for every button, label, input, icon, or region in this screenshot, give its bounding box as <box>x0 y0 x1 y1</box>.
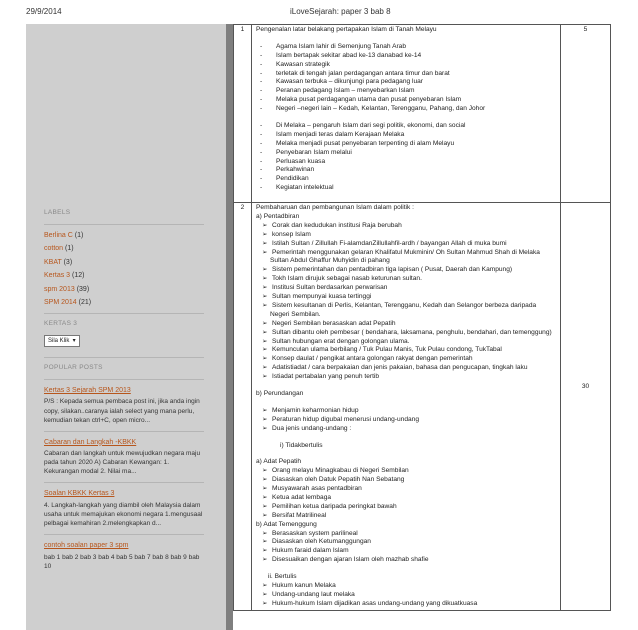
list-item: - Negeri –negeri lain – Kedah, Kelantan, Terengganu, Pahang, dan Johor <box>256 105 556 114</box>
subheading: b) Adat Temenggung <box>256 520 317 528</box>
list-item: ➢ Berasaskan system parilineal <box>264 530 556 539</box>
row-body <box>252 203 561 611</box>
list-item: ➢ Corak dan kedudukan institusi Raja berubah <box>264 222 556 231</box>
subheading: i) Tidakbertulis <box>280 441 323 449</box>
divider <box>44 431 204 432</box>
answer-table <box>233 24 611 611</box>
post-snippet: P/S : Kepada semua pembaca post ini, jika anda ingin copy, silakan..caranya ialah select yang mana perlu, kemudian tekan ctrl+C, open micro... <box>44 398 200 424</box>
divider <box>44 224 204 225</box>
list-item: ➢ Undang-undang laut melaka <box>264 591 556 600</box>
list-item: - Perluasan kuasa <box>256 158 556 167</box>
list-item: ➢ Peraturan hidup digubal menerusi undang-undang <box>264 416 556 425</box>
divider <box>44 534 204 535</box>
list-item: ➢ Hukum-hukum Islam dijadikan asas undang-undang yang dikuatkuasa <box>264 600 556 609</box>
list-item: ➢ Hukum faraid dalam Islam <box>264 547 556 556</box>
label-count: (21) <box>78 298 92 306</box>
post-content <box>233 24 611 630</box>
label-item <box>44 244 204 253</box>
list-item: ➢ Konsep daulat / pengikat antara golongan rakyat dengan pemerintah <box>264 355 556 364</box>
list-item: - Kawasan strategik <box>256 61 556 70</box>
row-number: 1 <box>234 25 252 203</box>
label-count: (1) <box>74 231 84 239</box>
divider <box>44 379 204 380</box>
label-link[interactable]: Kertas 3 <box>44 272 71 280</box>
divider <box>44 313 204 314</box>
list-item: ➢ Ketua adat lembaga <box>264 494 556 503</box>
labels-list <box>44 231 204 308</box>
list-item: - Melaka pusat perdagangan utama dan pusat penyebaran Islam <box>256 96 556 105</box>
label-item <box>44 285 204 294</box>
dropdown-arrow-icon: ▾ <box>71 338 76 345</box>
popular-post <box>44 386 204 425</box>
page-frame <box>26 24 611 630</box>
label-item <box>44 231 204 240</box>
list-item: ➢ Istilah Sultan / Zillullah Fi-alamdanZillullahfil-ardh / bayangan Allah di muka bumi <box>264 240 556 249</box>
print-date: 29/9/2014 <box>26 7 62 16</box>
select-value: Sila Klik <box>48 338 70 345</box>
list-item: - Di Melaka – pengaruh Islam dari segi politik, ekonomi, dan social <box>256 122 556 131</box>
popular-post <box>44 438 204 477</box>
list-item: - Perkahwinan <box>256 166 556 175</box>
sidebar <box>26 24 226 630</box>
list-item: ➢ Kemunculan ulama berbilang / Tuk Pulau Manis, Tuk Pulau condong, TukTabal <box>264 346 556 355</box>
list-item: ➢ Diasaskan oleh Ketumanggungan <box>264 538 556 547</box>
list-item: ➢ Sistem kesultanan di Perlis, Kelantan, Terengganu, Kedah dan Selangor berbeza daripada Negeri Sembilan. <box>264 302 556 320</box>
print-page-title: iLoveSejarah: paper 3 bab 8 <box>290 7 391 16</box>
list-item: ➢ Bersifat Matrilineal <box>264 512 556 521</box>
label-link[interactable]: cotton <box>44 245 64 253</box>
row-number: 2 <box>234 203 252 611</box>
list-item: ➢ Tokh Islam dirujuk sebagai nasab keturunan sultan. <box>264 275 556 284</box>
list-item: ➢ konsep Islam <box>264 231 556 240</box>
list-item: ➢ Pemilihan ketua daripada peringkat bawah <box>264 503 556 512</box>
list-item: ➢ Negeri Sembilan berasaskan adat Pepatih <box>264 320 556 329</box>
subheading: a) Pentadbiran <box>256 213 300 221</box>
post-title-link[interactable]: Cabaran dan Langkah -KBKK <box>44 438 137 446</box>
list-item: - Agama Islam lahir di Semenjung Tanah Arab <box>256 43 556 52</box>
label-link[interactable]: spm 2013 <box>44 285 75 293</box>
arrow-list <box>256 407 556 434</box>
label-count: (12) <box>72 272 85 280</box>
list-item: - Peranan pedagang Islam – menyebarkan Islam <box>256 87 556 96</box>
list-item: - Kegiatan intelektual <box>256 184 556 193</box>
subheading: ii. Bertulis <box>268 573 297 581</box>
list-item: - Islam menjadi teras dalam Kerajaan Melaka <box>256 131 556 140</box>
table-row <box>234 203 611 611</box>
list-item: - Kawasan terbuka – dikunjungi para pedagang luar <box>256 78 556 87</box>
label-count: (3) <box>63 258 73 266</box>
list-item: - Melaka menjadi pusat penyebaran terpenting di alam Melayu <box>256 140 556 149</box>
list-item: ➢ Sultan hubungan erat dengan golongan ulama. <box>264 338 556 347</box>
row-heading: Pengenalan latar belakang pertapakan Islam di Tanah Melayu <box>256 26 437 33</box>
label-count: (1) <box>65 245 74 253</box>
post-title-link[interactable]: contoh soalan paper 3 spm <box>44 542 129 550</box>
dash-list <box>256 43 556 114</box>
label-item <box>44 298 204 307</box>
label-link[interactable]: Berlina C <box>44 231 73 239</box>
label-link[interactable]: KBAT <box>44 258 62 266</box>
label-item <box>44 271 204 280</box>
list-item: ➢ Pemerintah menggunakan gelaran Khalifatul Mukminin/ Oh Sultan Mahmud Shah di Melaka Sultan Abdul Ghaffur Muhyidin di pahang <box>264 249 556 267</box>
list-item: ➢ Hukum kanun Melaka <box>264 582 556 591</box>
list-item: ➢ Musyawarah asas pentadbiran <box>264 485 556 494</box>
post-snippet: Cabaran dan langkah untuk mewujudkan negara maju pada tahun 2020 A) Cabaran Kewangan: 1. Kekurangan modal 2. Nilai ma... <box>44 450 201 476</box>
list-item: ➢ Orang melayu Minagkabau di Negeri Sembilan <box>264 467 556 476</box>
list-item: - Penyebaran Islam melalui <box>256 149 556 158</box>
post-title-link[interactable]: Soalan KBKK Kertas 3 <box>44 490 115 498</box>
labels-heading: LABELS <box>44 209 71 216</box>
label-item <box>44 258 204 267</box>
arrow-list <box>256 582 556 609</box>
kertas-heading: KERTAS 3 <box>44 320 78 328</box>
arrow-list <box>256 467 556 520</box>
label-link[interactable]: SPM 2014 <box>44 298 77 306</box>
popular-post <box>44 489 204 528</box>
list-item: ➢ Sultan dibantu oleh pembesar ( bendahara, laksamana, penghulu, bendahari, dan temenggung) <box>264 329 556 338</box>
divider <box>44 482 204 483</box>
subheading: a) Adat Pepatih <box>256 458 302 466</box>
list-item: ➢ Adatistiadat / cara berpakaian dan jenis pakaian, bahasa dan pengucapan, tingkah laku <box>264 364 556 373</box>
popular-posts-heading: POPULAR POSTS <box>44 364 103 372</box>
post-snippet: 4. Langkah-langkah yang diambil oleh Malaysia dalam usaha untuk memajukan ekonomi negara 1.mengusaal pelbagai kemahiran 2.melengkapkan d... <box>44 501 203 528</box>
post-title-link[interactable]: Kertas 3 Sejarah SPM 2013 <box>44 387 131 395</box>
popular-posts-list <box>44 386 204 571</box>
post-snippet: bab 1 bab 2 bab 3 bab 4 bab 5 bab 7 bab 8 bab 9 bab 10 <box>44 553 200 570</box>
row-mark: 30 <box>561 203 611 611</box>
arrow-list <box>256 222 556 382</box>
list-item: ➢ Istiadat pertabalan yang penuh tertib <box>264 373 556 382</box>
subheading: b) Perundangan <box>256 389 304 397</box>
list-item: - terletak di tengah jalan perdagangan antara timur dan barat <box>256 70 556 79</box>
divider <box>44 357 204 358</box>
row-body <box>252 25 561 203</box>
list-item: ➢ Menjamin keharmonian hidup <box>264 407 556 416</box>
popular-post <box>44 541 204 571</box>
list-item: ➢ Disesuaikan dengan ajaran Islam oleh mazhab shafie <box>264 556 556 565</box>
list-item: ➢ Institusi Sultan berdasarkan perwarisan <box>264 284 556 293</box>
kertas-select[interactable] <box>44 335 80 347</box>
label-count: (39) <box>76 285 90 293</box>
row-mark: 5 <box>561 25 611 203</box>
table-row <box>234 25 611 203</box>
list-item: ➢ Sistem pemerintahan dan pentadbiran tiga lapisan ( Pusat, Daerah dan Kampung) <box>264 266 556 275</box>
arrow-list <box>256 530 556 566</box>
list-item: - Pendidikan <box>256 175 556 184</box>
list-item: ➢ Dua jenis undang-undang : <box>264 425 556 434</box>
print-header <box>0 0 638 24</box>
list-item: ➢ Sultan mempunyai kuasa tertinggi <box>264 293 556 302</box>
dash-list <box>256 122 556 193</box>
row-heading: Pembaharuan dan pembangunan Islam dalam politik : <box>256 204 414 212</box>
list-item: ➢ Diasaskan oleh Datuk Pepatih Nan Sebatang <box>264 476 556 485</box>
list-item: - Islam bertapak sekitar abad ke-13 danabad ke-14 <box>256 52 556 61</box>
